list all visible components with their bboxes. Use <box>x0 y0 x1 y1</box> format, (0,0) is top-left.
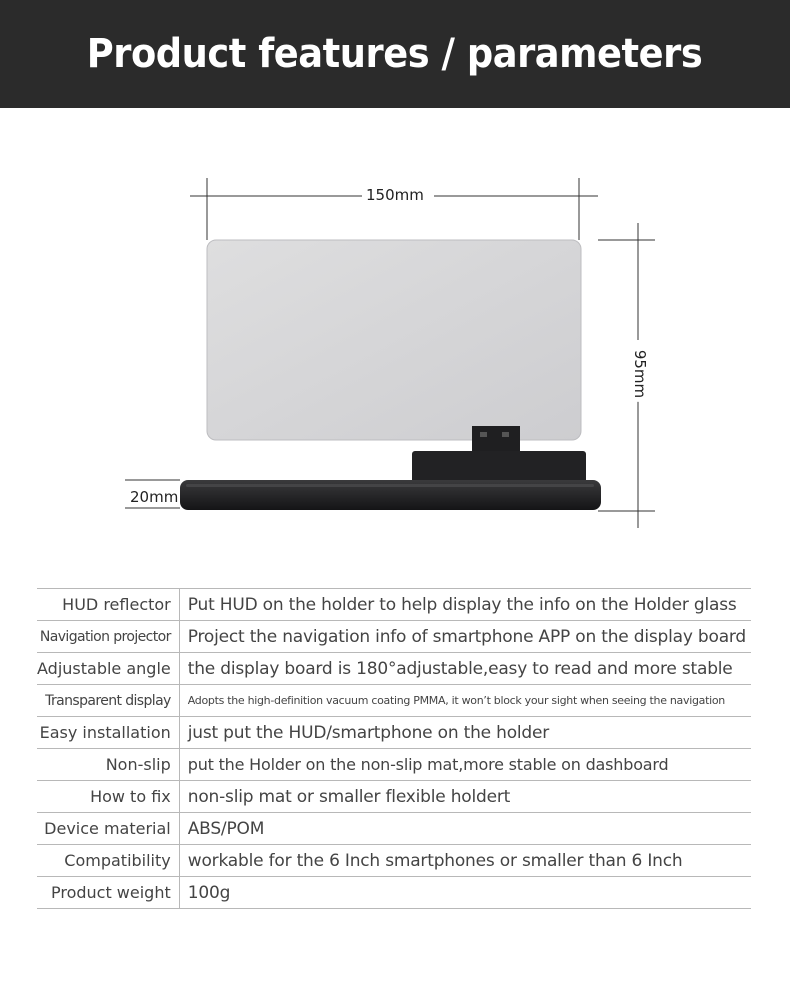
spec-key: How to fix <box>37 781 179 813</box>
product-diagram <box>0 108 790 578</box>
table-row <box>37 621 751 653</box>
spec-value: 100g <box>187 882 231 903</box>
spec-key: Adjustable angle <box>37 653 179 685</box>
spec-key: Device material <box>37 813 179 845</box>
spec-key: Compatibility <box>37 845 179 877</box>
spec-value: non-slip mat or smaller flexible holdert <box>187 786 511 807</box>
table-row <box>37 589 751 621</box>
spec-value: Put HUD on the holder to help display the info on the Holder glass <box>187 594 737 615</box>
spec-table <box>37 588 751 909</box>
page-title: Product features / parameters <box>87 31 703 77</box>
spec-value: the display board is 180°adjustable,easy to read and more stable <box>187 658 733 679</box>
table-row <box>37 813 751 845</box>
spec-key: Easy installation <box>37 717 179 749</box>
spec-key: Navigation projector <box>37 621 179 653</box>
page-header <box>0 0 790 108</box>
depth-label: 20mm <box>130 488 179 506</box>
spec-value: just put the HUD/smartphone on the holder <box>187 722 550 743</box>
spec-key: Transparent display <box>37 685 179 717</box>
glass-reflector <box>207 240 581 440</box>
table-row <box>37 653 751 685</box>
hud-illustration <box>0 108 790 578</box>
height-label: 95mm <box>631 346 649 402</box>
spec-key: HUD reflector <box>37 589 179 621</box>
table-row <box>37 685 751 717</box>
spec-value: Project the navigation info of smartphone APP on the display board <box>187 626 747 647</box>
spec-value: Adopts the high-definition vacuum coating PMMA, it won’t block your sight when seeing the navigation <box>187 694 725 707</box>
table-row <box>37 845 751 877</box>
spec-value: put the Holder on the non-slip mat,more stable on dashboard <box>187 755 669 774</box>
spec-key: Non-slip <box>37 749 179 781</box>
table-row <box>37 781 751 813</box>
spec-key: Product weight <box>37 877 179 909</box>
spec-value: workable for the 6 Inch smartphones or smaller than 6 Inch <box>187 850 683 871</box>
table-row <box>37 877 751 909</box>
table-row <box>37 749 751 781</box>
width-label: 150mm <box>362 186 428 204</box>
table-row <box>37 717 751 749</box>
spec-value: ABS/POM <box>187 818 265 839</box>
